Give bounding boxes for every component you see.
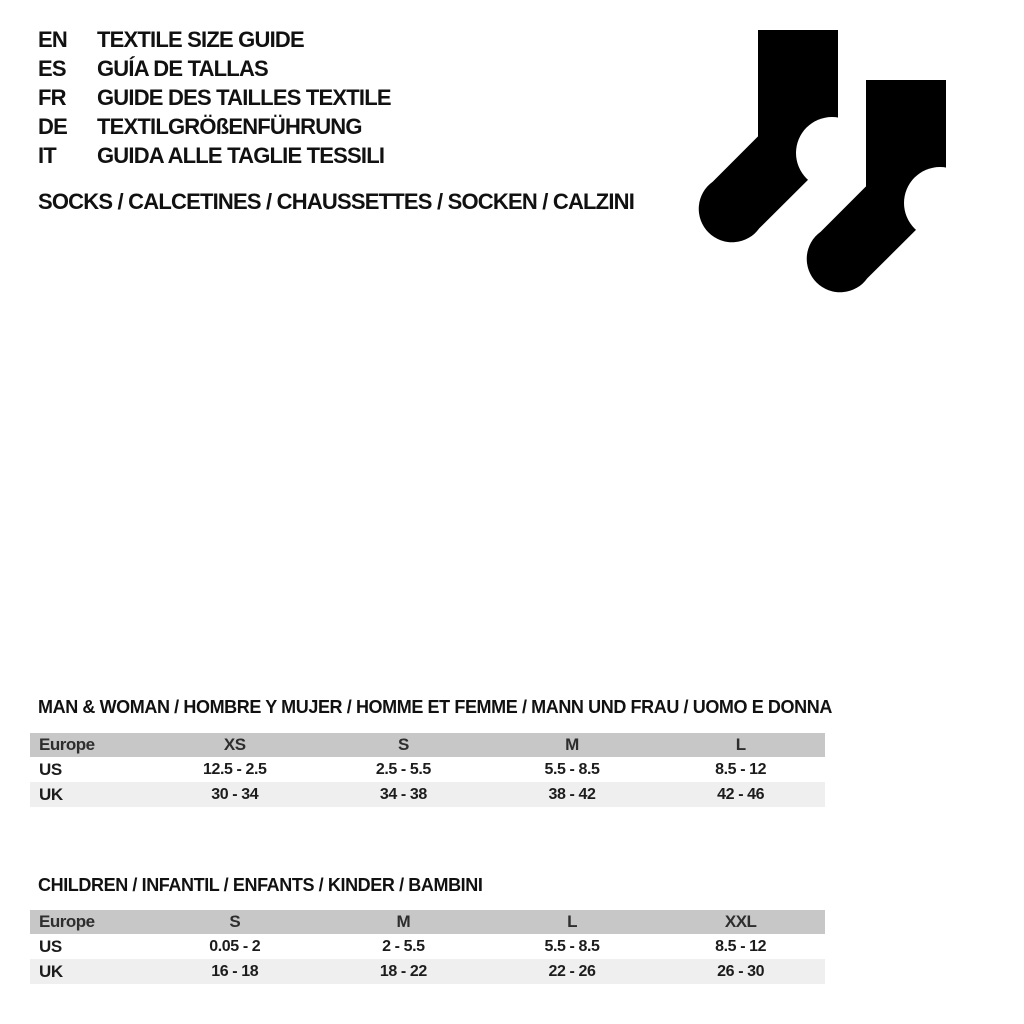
language-title: TEXTILE SIZE GUIDE — [97, 26, 304, 52]
column-header-size: XXL — [656, 910, 825, 934]
size-table-man-woman — [30, 733, 825, 807]
row-label: UK — [30, 782, 150, 807]
size-table-children — [30, 910, 825, 984]
language-row-it — [38, 141, 391, 170]
size-value: 18 - 22 — [319, 959, 488, 984]
row-label: UK — [30, 959, 150, 984]
size-value: 22 - 26 — [488, 959, 657, 984]
size-value: 5.5 - 8.5 — [488, 934, 657, 959]
category-heading: SOCKS / CALCETINES / CHAUSSETTES / SOCKEN / CALZINI — [38, 189, 635, 214]
column-header-size: S — [150, 910, 319, 934]
language-code: ES — [38, 55, 66, 81]
size-value: 26 - 30 — [656, 959, 825, 984]
language-title: TEXTILGRÖßENFÜHRUNG — [97, 113, 362, 139]
language-row-en — [38, 25, 391, 54]
column-header-size: XS — [150, 733, 319, 757]
table-header-row — [30, 733, 825, 757]
language-row-fr — [38, 83, 391, 112]
column-header-size: S — [319, 733, 488, 757]
language-title: GUIDE DES TAILLES TEXTILE — [97, 84, 391, 110]
size-value: 34 - 38 — [319, 782, 488, 807]
language-row-de — [38, 112, 391, 141]
table-row-us — [30, 757, 825, 782]
language-title: GUÍA DE TALLAS — [97, 55, 268, 81]
size-value: 2 - 5.5 — [319, 934, 488, 959]
language-title: GUIDA ALLE TAGLIE TESSILI — [97, 142, 385, 168]
row-label: US — [30, 934, 150, 959]
size-value: 0.05 - 2 — [150, 934, 319, 959]
column-header-size: M — [488, 733, 657, 757]
language-code: IT — [38, 142, 56, 168]
table-header-row — [30, 910, 825, 934]
column-header-size: M — [319, 910, 488, 934]
language-code: EN — [38, 26, 67, 52]
column-header-size: L — [488, 910, 657, 934]
row-label: US — [30, 757, 150, 782]
size-value: 30 - 34 — [150, 782, 319, 807]
language-code: DE — [38, 113, 67, 139]
language-list — [38, 25, 391, 170]
language-code: FR — [38, 84, 66, 110]
table-row-uk — [30, 959, 825, 984]
table-title-children: CHILDREN / INFANTIL / ENFANTS / KINDER / BAMBINI — [38, 875, 483, 895]
table-title-man-woman: MAN & WOMAN / HOMBRE Y MUJER / HOMME ET FEMME / MANN UND FRAU / UOMO E DONNA — [38, 697, 832, 717]
size-value: 5.5 - 8.5 — [488, 757, 657, 782]
size-value: 8.5 - 12 — [656, 934, 825, 959]
column-header-region: Europe — [30, 910, 150, 934]
size-value: 42 - 46 — [656, 782, 825, 807]
column-header-region: Europe — [30, 733, 150, 757]
size-value: 38 - 42 — [488, 782, 657, 807]
size-value: 12.5 - 2.5 — [150, 757, 319, 782]
size-value: 2.5 - 5.5 — [319, 757, 488, 782]
size-value: 8.5 - 12 — [656, 757, 825, 782]
table-row-us — [30, 934, 825, 959]
table-row-uk — [30, 782, 825, 807]
socks-icon — [690, 18, 990, 318]
size-value: 16 - 18 — [150, 959, 319, 984]
column-header-size: L — [656, 733, 825, 757]
language-row-es — [38, 54, 391, 83]
